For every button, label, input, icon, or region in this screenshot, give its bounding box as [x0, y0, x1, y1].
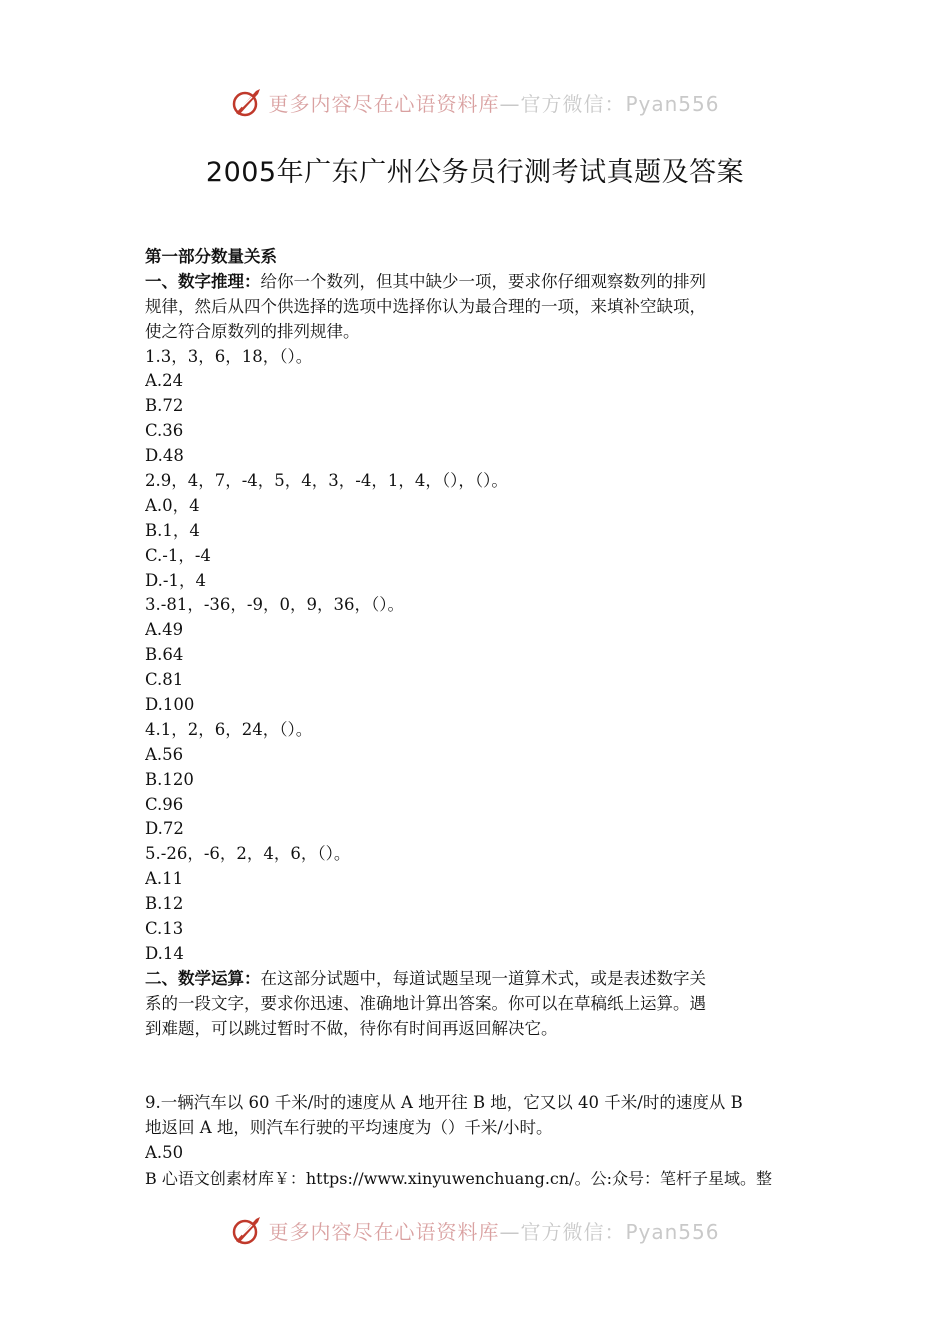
answer-option: D.72 — [145, 819, 184, 839]
answer-option: B.1，4 — [145, 520, 200, 540]
answer-option: D.100 — [145, 695, 195, 715]
watermark-text: 更多内容尽在心语资料库—官方微信：Pyan556 — [268, 1219, 720, 1244]
document-body — [145, 245, 810, 1166]
answer-option: A.56 — [145, 744, 184, 764]
answer-option: A.50 — [145, 1143, 184, 1163]
answer-option: D.48 — [145, 446, 184, 466]
watermark-text: 更多内容尽在心语资料库—官方微信：Pyan556 — [268, 91, 720, 116]
question-stem: 2.9，4，7，-4，5，4，3，-4，1，4，（），（）。 — [145, 471, 508, 491]
section-intro-line: 一、数字推理：给你一个数列，但其中缺少一项，要求你仔细观察数列的排列 — [145, 271, 706, 291]
section-label: 一、数字推理： — [145, 271, 261, 291]
answer-option: A.11 — [145, 869, 184, 889]
section-label: 二、数学运算： — [145, 968, 261, 988]
answer-option: A.0，4 — [145, 495, 200, 515]
answer-option: C.81 — [145, 670, 184, 690]
question-stem: 5.-26，-6，2，4，6，（）。 — [145, 844, 351, 864]
section-intro-line: 到难题，可以跳过暂时不做，待你有时间再返回解决它。 — [145, 1018, 558, 1038]
page-title: 2005年广东广州公务员行测考试真题及答案 — [205, 157, 745, 188]
section-intro-line: 规律，然后从四个供选择的选项中选择你认为最合理的一项，来填补空缺项， — [145, 296, 706, 316]
answer-option: C.-1，-4 — [145, 545, 211, 565]
question-stem: 3.-81，-36，-9，0，9，36，（）。 — [145, 595, 404, 615]
answer-option: B.12 — [145, 894, 184, 914]
quill-pen-logo-icon — [230, 1213, 264, 1247]
watermark-banner-top — [0, 82, 950, 122]
question-stem: 4.1，2，6，24，（）。 — [145, 719, 313, 739]
answer-option: B.64 — [145, 645, 184, 665]
answer-option: A.24 — [145, 371, 184, 391]
footer-note: B 心语文创素材库￥：https://www.xinyuwenchuang.cn/。公:众号：笔杆子星域。整 — [145, 1169, 772, 1188]
answer-option: B.72 — [145, 396, 184, 416]
section-intro-line: 使之符合原数列的排列规律。 — [145, 321, 360, 341]
answer-option: C.96 — [145, 794, 184, 814]
question-stem: 9.一辆汽车以 60 千米/时的速度从 A 地开往 B 地，它又以 40 千米/时的速度从 B — [145, 1093, 743, 1113]
section-heading: 第一部分数量关系 — [145, 247, 277, 266]
blank-space — [145, 1042, 810, 1092]
answer-option: A.49 — [145, 620, 184, 640]
quill-pen-logo-icon — [230, 85, 264, 119]
watermark-banner-bottom — [0, 1210, 950, 1250]
section-intro-line: 系的一段文字，要求你迅速、准确地计算出答案。你可以在草稿纸上运算。遇 — [145, 993, 706, 1013]
answer-option: B.120 — [145, 769, 194, 789]
answer-option: D.-1，4 — [145, 570, 206, 590]
answer-option: D.14 — [145, 943, 184, 963]
question-stem: 1.3，3，6，18，（）。 — [145, 346, 313, 366]
question-stem-continued: 地返回 A 地，则汽车行驶的平均速度为（）千米/小时。 — [145, 1118, 553, 1138]
answer-option: C.36 — [145, 421, 184, 441]
section-intro-line: 二、数学运算：在这部分试题中，每道试题呈现一道算术式，或是表述数字关 — [145, 968, 706, 988]
answer-option: C.13 — [145, 919, 184, 939]
